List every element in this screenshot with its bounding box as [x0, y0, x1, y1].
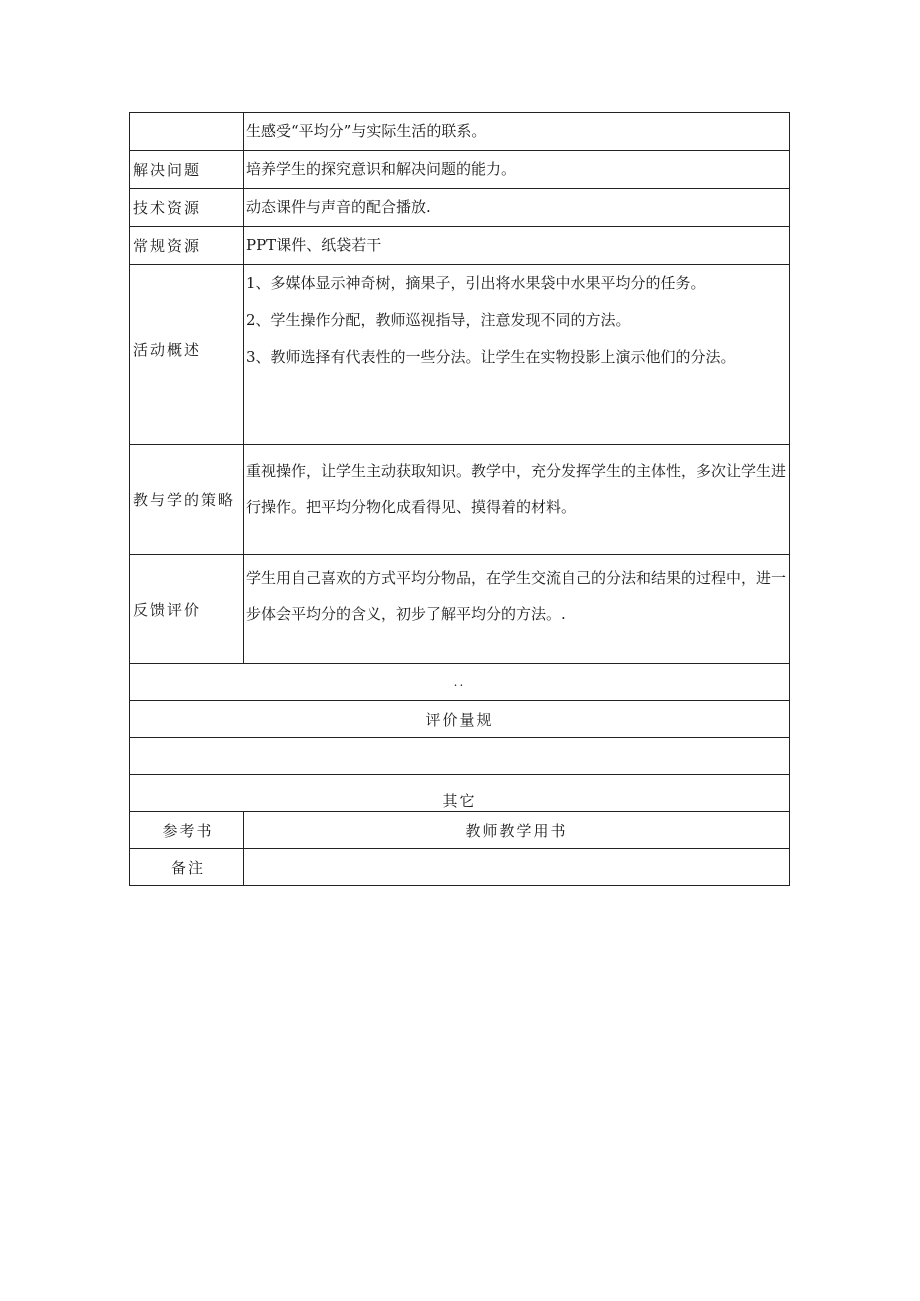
row-strategy	[130, 445, 790, 555]
row-regular-label: 常规资源	[130, 227, 244, 265]
other-heading: 其它	[130, 775, 790, 812]
notes-value	[244, 849, 790, 886]
row-tech	[130, 189, 790, 227]
row-rubric-heading	[130, 701, 790, 738]
activity-item: 1、多媒体显示神奇树，摘果子，引出将水果袋中水果平均分的任务。	[246, 274, 706, 292]
lesson-plan-table	[129, 112, 790, 886]
reference-value: 教师教学用书	[244, 812, 790, 849]
reference-label: 参考书	[130, 812, 244, 849]
row-tech-content: 动态课件与声音的配合播放.	[244, 189, 790, 227]
rubric-content	[130, 738, 790, 775]
row-problem-label: 解决问题	[130, 151, 244, 189]
row-problem	[130, 151, 790, 189]
row-activity	[130, 265, 790, 445]
row-regular-content: PPT课件、纸袋若干	[244, 227, 790, 265]
row-problem-content: 培养学生的探究意识和解决问题的能力。	[244, 151, 790, 189]
row-reference	[130, 812, 790, 849]
row-strategy-content: 重视操作，让学生主动获取知识。教学中，充分发挥学生的主体性，多次让学生进行操作。把平均分物化成看得见、摸得着的材料。	[244, 445, 790, 555]
lesson-plan-table-container	[129, 112, 790, 886]
row-regular	[130, 227, 790, 265]
row-other-heading	[130, 775, 790, 812]
row-feedback	[130, 555, 790, 664]
row-intro-content: 生感受“平均分”与实际生活的联系。	[244, 113, 790, 151]
activity-item: 3、教师选择有代表性的一些分法。让学生在实物投影上演示他们的分法。	[246, 348, 736, 366]
row-activity-label: 活动概述	[130, 265, 244, 445]
row-notes	[130, 849, 790, 886]
row-activity-content	[244, 265, 790, 445]
notes-label: 备注	[130, 849, 244, 886]
dots-separator: ..	[130, 664, 790, 701]
row-rubric-content	[130, 738, 790, 775]
row-feedback-content: 学生用自己喜欢的方式平均分物品，在学生交流自己的分法和结果的过程中，进一步体会平均分的含义，初步了解平均分的方法。.	[244, 555, 790, 664]
row-intro	[130, 113, 790, 151]
row-intro-label	[130, 113, 244, 151]
rubric-heading: 评价量规	[130, 701, 790, 738]
row-dots	[130, 664, 790, 701]
row-strategy-label: 教与学的策略	[130, 445, 244, 555]
activity-item: 2、学生操作分配，教师巡视指导，注意发现不同的方法。	[246, 311, 631, 329]
row-tech-label: 技术资源	[130, 189, 244, 227]
row-feedback-label: 反馈评价	[130, 555, 244, 664]
